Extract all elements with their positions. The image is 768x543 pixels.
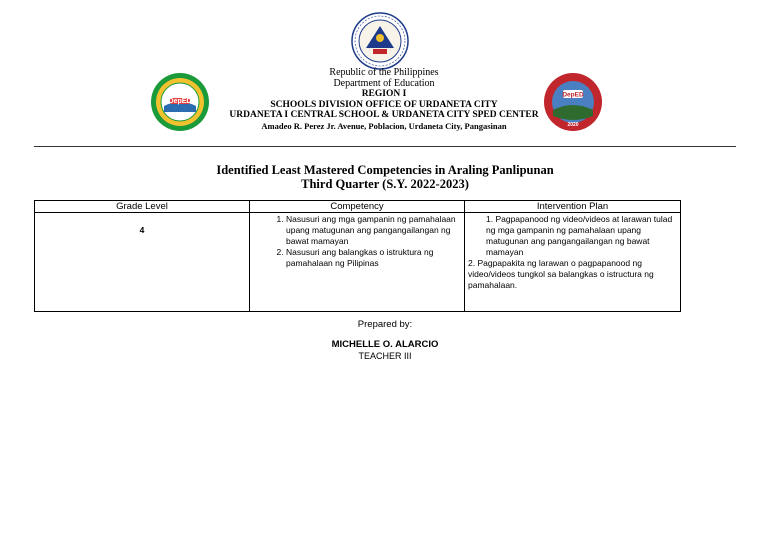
svg-text:DepED: DepED [168,98,192,105]
intervention-item: 1. Pagpapanood ng video/videos at larawan tulad ng mga gampanin ng pamahalaan upang matugunan ang pangangailangan ng bawat mamayan [486,214,673,257]
document-title [34,163,736,191]
grade-cell: 4 [35,213,250,312]
letterhead-region: REGION I [361,89,407,99]
preparer-role: TEACHER III [358,351,412,361]
preparer-name: MICHELLE O. ALARCIO [331,339,439,350]
letterhead-school: URDANETA I CENTRAL SCHOOL & URDANETA CITY SPED CENTER [229,110,539,120]
svg-text:2020: 2020 [567,122,579,128]
table-header-row [35,201,681,213]
letterhead-address: Amadeo R. Perez Jr. Avenue, Poblacion, Urdaneta City, Pangasinan [261,120,507,131]
intervention-item: 2. Pagpapakita ng larawan o pagpapanood ng video/videos tungkol sa balangkas o istructura ng pamahalaan. [468,258,654,290]
svg-text:DepED: DepED [562,91,584,99]
header-grade-level: Grade Level [35,201,250,213]
competency-item: 2. Nasusuri ang balangkas o istruktura ng pamahalaan ng Pilipinas [286,247,460,269]
letterhead-division: SCHOOLS DIVISION OFFICE OF URDANETA CITY [270,99,498,110]
header-divider [34,146,736,147]
letterhead-republic: Republic of the Philippines [329,67,439,78]
letterhead-department: Department of Education [333,77,435,89]
intervention-cell [465,213,681,312]
competency-cell [250,213,465,312]
letterhead [200,68,568,131]
table-row [35,213,681,312]
competency-item: 1. Nasusuri ang mga gampanin ng pamahalaan upang matugunan ang pangangailangan ng bawat mamayan [286,214,460,247]
prepared-by-label: Prepared by: [357,319,413,330]
competency-table [34,200,681,312]
title-line-2: Third Quarter (S.Y. 2022-2023) [301,177,469,191]
title-line-1: Identified Least Mastered Competencies in Araling Panlipunan [216,163,554,177]
header-intervention-plan: Intervention Plan [465,201,681,213]
header-competency: Competency [250,201,465,213]
deped-seal-icon [351,12,409,70]
